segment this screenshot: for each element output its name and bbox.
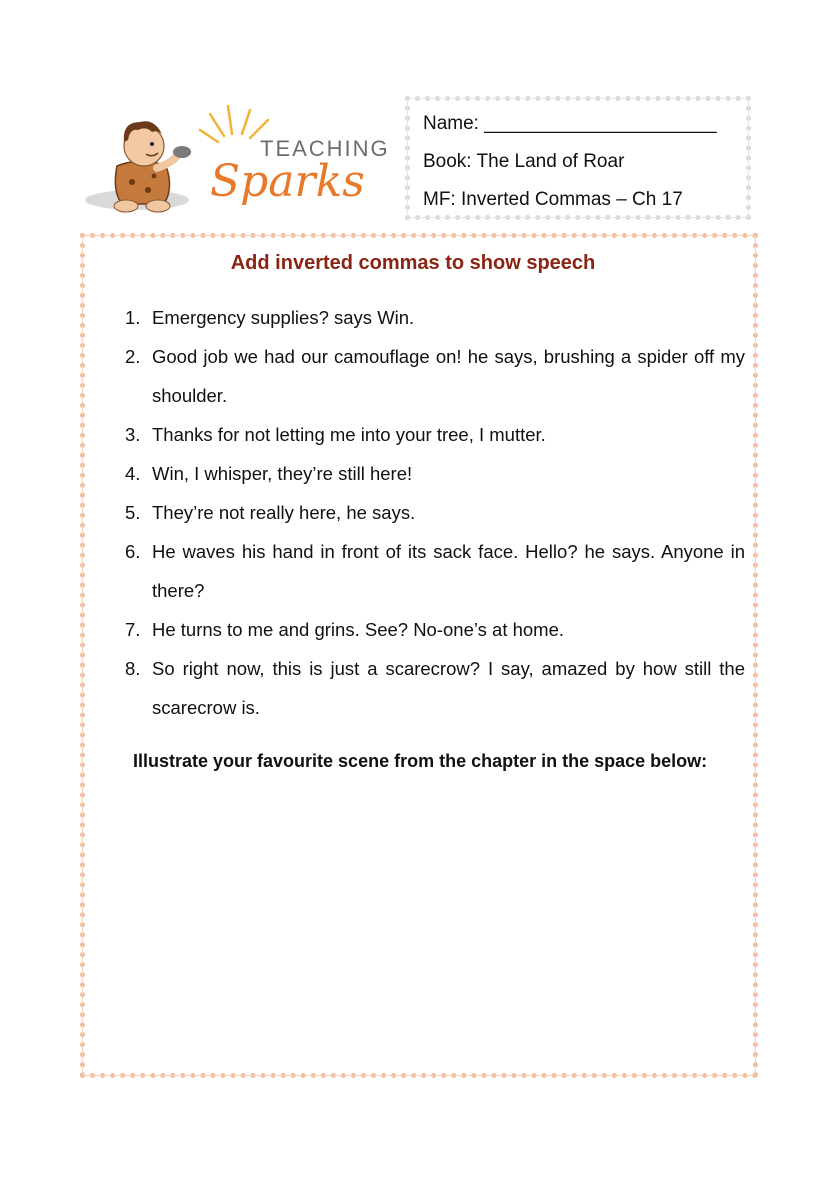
worksheet-title: Add inverted commas to show speech: [230, 252, 596, 274]
list-item: [125, 649, 745, 727]
item-number: 4.: [125, 463, 141, 484]
item-number: 2.: [125, 346, 141, 367]
list-item: [125, 532, 745, 610]
item-text: Good job we had our camouflage on! he says, brushing a spider off my shoulder.: [152, 346, 745, 406]
worksheet-panel: [80, 233, 758, 1078]
item-text: Thanks for not letting me into your tree, I mutter.: [152, 424, 546, 445]
item-text: Win, I whisper, they’re still here!: [152, 463, 413, 484]
list-item: [125, 415, 745, 454]
mf-topic: MF: Inverted Commas – Ch 17: [423, 189, 683, 210]
item-number: 5.: [125, 502, 141, 523]
logo-graphic: [82, 96, 392, 221]
item-number: 8.: [125, 658, 141, 679]
item-number: 6.: [125, 541, 141, 562]
list-item: [125, 610, 745, 649]
item-text: So right now, this is just a scarecrow? I say, amazed by how still the scarecrow is.: [152, 658, 745, 718]
item-text: He turns to me and grins. See? No-one’s at home.: [152, 619, 565, 640]
list-item: [125, 493, 745, 532]
item-number: 3.: [125, 424, 141, 445]
book-title: Book: The Land of Roar: [423, 151, 625, 172]
item-text: He waves his hand in front of its sack face. Hello? he says. Anyone in there?: [152, 541, 745, 601]
list-item: [125, 298, 745, 337]
teaching-sparks-logo: [82, 96, 392, 221]
exercise-list: [125, 298, 745, 727]
item-text: Emergency supplies? says Win.: [152, 307, 415, 328]
list-item: [125, 337, 745, 415]
list-item: [125, 454, 745, 493]
illustration-instruction: Illustrate your favourite scene from the chapter in the space below:: [133, 751, 708, 771]
logo-teaching-text: TEACHING: [260, 136, 390, 161]
name-field[interactable]: Name: ______________________: [423, 113, 717, 134]
item-number: 7.: [125, 619, 141, 640]
student-info-box: [405, 96, 751, 220]
logo-sparks-text: Sparks: [210, 156, 365, 207]
item-text: They’re not really here, he says.: [152, 502, 416, 523]
sun-rays-icon: [200, 106, 268, 142]
item-number: 1.: [125, 307, 141, 328]
